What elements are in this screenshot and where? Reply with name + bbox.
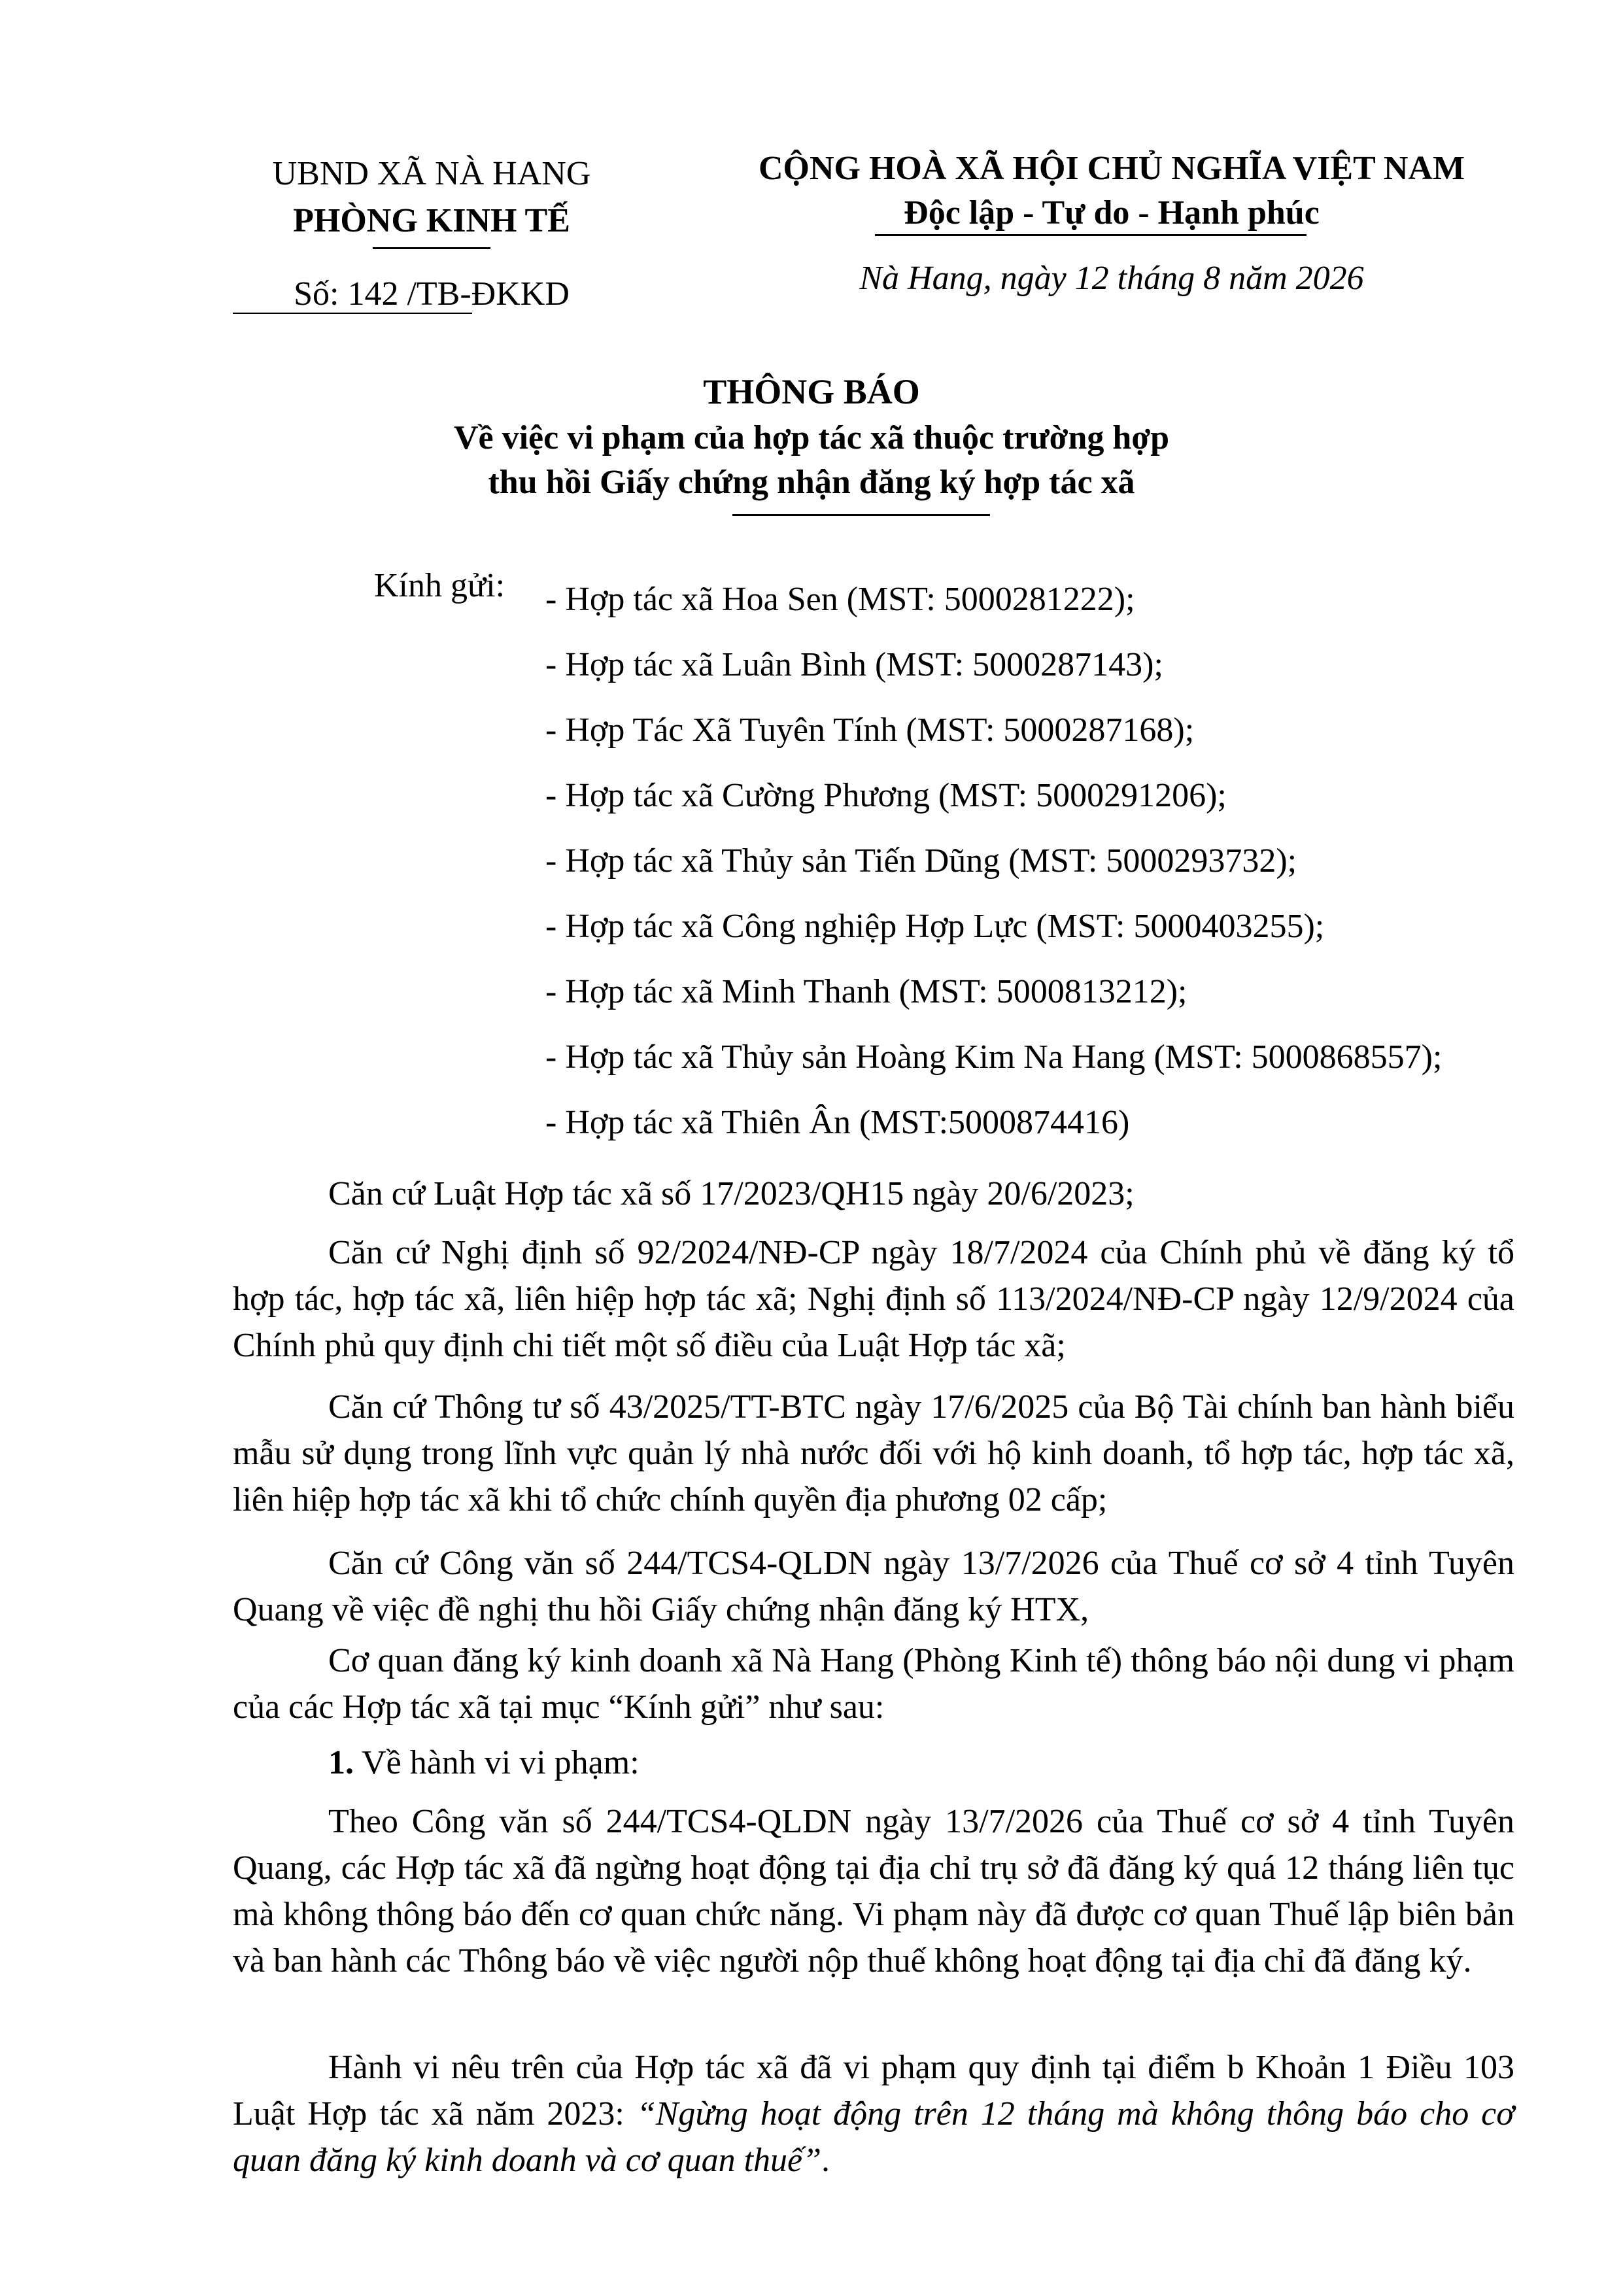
violation-paragraph: [233, 1798, 1514, 1984]
national-motto: Độc lập - Tự do - Hạnh phúc: [904, 194, 1320, 231]
legal-basis-quote: “Ngừng hoạt động trên 12 tháng mà không thông báo cho cơ quan đăng ký kinh doanh và cơ quan thuế”: [233, 2095, 1514, 2179]
section-1-title: Về hành vi vi phạm:: [354, 1744, 640, 1781]
document-number: Số: 142 /TB-ĐKKD: [294, 275, 570, 313]
recipient-item: - Hợp tác xã Thiên Ân (MST:5000874416): [545, 1104, 1130, 1141]
intro-paragraph: [233, 1637, 1514, 1730]
recipient-item: - Hợp tác xã Thủy sản Hoàng Kim Na Hang (MST: 5000868557);: [545, 1038, 1443, 1076]
document-number-rule: [233, 313, 472, 314]
issuing-authority: PHÒNG KINH TẾ: [293, 202, 570, 239]
intro-text: Cơ quan đăng ký kinh doanh xã Nà Hang (Phòng Kinh tế) thông báo nội dung vi phạm của các Hợp tác xã tại mục “Kính gửi” như sau:: [233, 1642, 1514, 1726]
legal-basis-1: [233, 1171, 1514, 1217]
legal-basis-3-text: Căn cứ Thông tư số 43/2025/TT-BTC ngày 17/6/2025 của Bộ Tài chính ban hành biểu mẫu sử dụng trong lĩnh vực quản lý nhà nước đối với hộ kinh doanh, tổ hợp tác, hợp tác xã, liên hiệp hợp tác xã khi tổ chức chính quyền địa phương 02 cấp;: [233, 1388, 1514, 1518]
recipient-item: - Hợp tác xã Hoa Sen (MST: 5000281222);: [545, 581, 1135, 618]
recipient-item: - Hợp tác xã Luân Bình (MST: 5000287143);: [545, 646, 1163, 683]
authority-underline: [373, 247, 490, 249]
legal-violation-paragraph: [233, 2044, 1514, 2184]
legal-basis-2: [233, 1229, 1514, 1369]
recipient-item: - Hợp tác xã Thủy sản Tiến Dũng (MST: 5000293732);: [545, 842, 1297, 880]
section-1-number: 1.: [328, 1744, 354, 1781]
violation-text: Theo Công văn số 244/TCS4-QLDN ngày 13/7/2026 của Thuế cơ sở 4 tỉnh Tuyên Quang, các Hợp tác xã đã ngừng hoạt động tại địa chỉ trụ sở đã đăng ký quá 12 tháng liên tục mà không thông báo đến cơ quan chức năng. Vi phạm này đã được cơ quan Thuế lập biên bản và ban hành các Thông báo về việc người nộp thuế không hoạt động tại địa chỉ đã đăng ký.: [233, 1803, 1514, 1979]
title-underline: [732, 514, 990, 516]
legal-violation-line: [233, 2044, 1514, 2184]
recipient-item: - Hợp tác xã Minh Thanh (MST: 5000813212);: [545, 973, 1187, 1010]
motto-underline: [875, 234, 1307, 236]
legal-basis-lead: Hành vi nêu trên của Hợp tác xã đã vi phạm quy định tại điểm b Khoản 1 Điều 103 Luật Hợp tác xã năm 2023:: [233, 2049, 1514, 2133]
recipients-label: Kính gửi:: [374, 567, 505, 604]
legal-basis-end: .: [821, 2142, 830, 2179]
legal-basis-3: [233, 1384, 1514, 1523]
recipients-list: [545, 579, 1442, 1168]
legal-basis-4: [233, 1540, 1514, 1633]
national-title: CỘNG HOÀ XÃ HỘI CHỦ NGHĨA VIỆT NAM: [758, 150, 1465, 187]
recipient-item: - Hợp tác xã Công nghiệp Hợp Lực (MST: 5000403255);: [545, 908, 1325, 945]
legal-basis-4-text: Căn cứ Công văn số 244/TCS4-QLDN ngày 13/7/2026 của Thuế cơ sở 4 tỉnh Tuyên Quang về việc đề nghị thu hồi Giấy chứng nhận đăng ký HTX,: [233, 1545, 1514, 1628]
document-subject-line-2: thu hồi Giấy chứng nhận đăng ký hợp tác xã: [488, 464, 1135, 501]
section-1-heading-line: [233, 1739, 1514, 1786]
legal-basis-2-text: Căn cứ Nghị định số 92/2024/NĐ-CP ngày 18/7/2024 của Chính phủ về đăng ký tổ hợp tác, hợp tác xã, liên hiệp hợp tác xã; Nghị định số 113/2024/NĐ-CP ngày 12/9/2024 của Chính phủ quy định chi tiết một số điều của Luật Hợp tác xã;: [233, 1234, 1514, 1364]
section-1-heading: [233, 1739, 1514, 1786]
issuing-authority-parent: UBND XÃ NÀ HANG: [272, 155, 591, 192]
legal-basis-1-text: Căn cứ Luật Hợp tác xã số 17/2023/QH15 ngày 20/6/2023;: [328, 1175, 1135, 1212]
document-type: THÔNG BÁO: [703, 372, 920, 411]
recipient-item: - Hợp Tác Xã Tuyên Tính (MST: 5000287168);: [545, 711, 1195, 749]
recipient-item: - Hợp tác xã Cường Phương (MST: 5000291206);: [545, 777, 1227, 814]
place-and-date: Nà Hang, ngày 12 tháng 8 năm 2026: [859, 260, 1364, 297]
document-subject-line-1: Về việc vi phạm của hợp tác xã thuộc trường hợp: [453, 419, 1170, 456]
